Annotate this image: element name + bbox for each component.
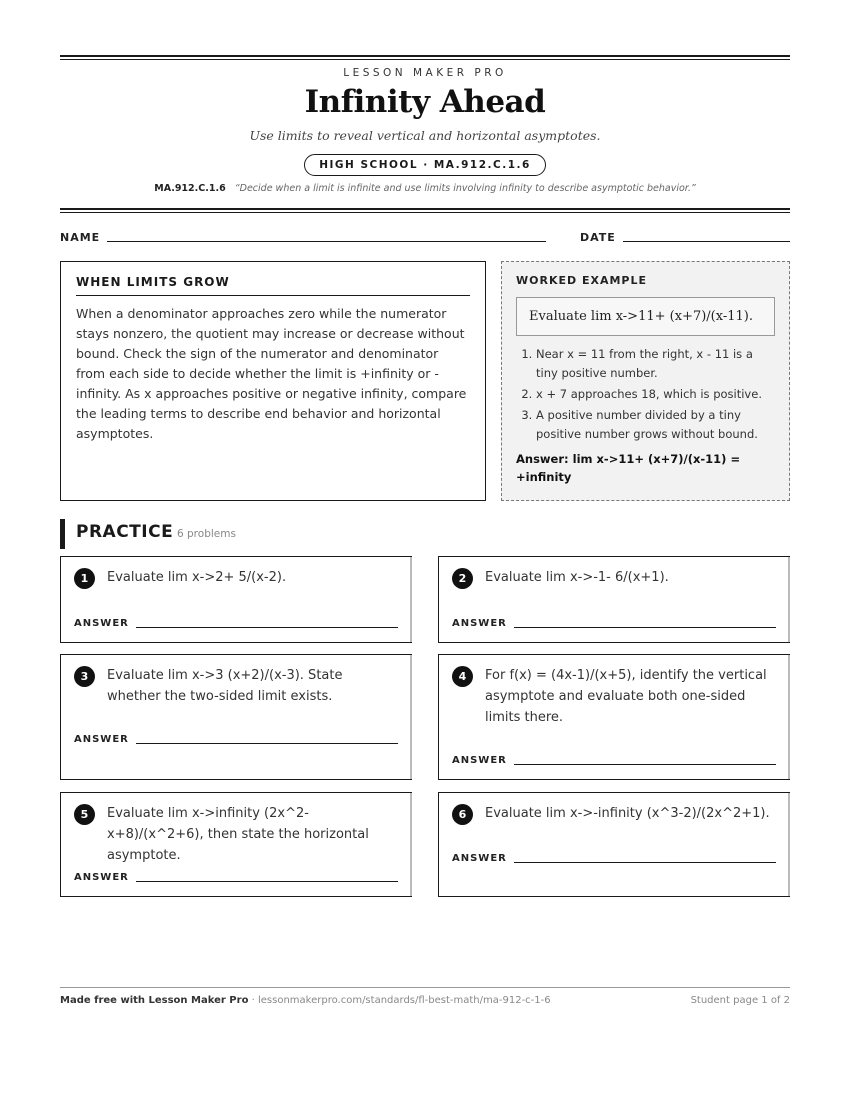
problem-card-4: [438, 654, 790, 780]
practice-accent-bar: [60, 519, 65, 549]
worked-example-heading: WORKED EXAMPLE: [516, 274, 647, 287]
answer-label: ANSWER: [452, 618, 507, 629]
answer-field[interactable]: [136, 627, 398, 628]
problem-text: Evaluate lim x->3 (x+2)/(x-3). State whether the two-sided limit exists.: [107, 668, 343, 704]
answer-field[interactable]: [514, 764, 776, 765]
problem-number-badge: 1: [74, 568, 95, 589]
header-bottom-double-rule: [60, 208, 790, 213]
problem-number-badge: 4: [452, 666, 473, 687]
example-step: 3. A positive number divided by a tiny positive number grows without bound.: [536, 406, 775, 444]
example-step: 2. x + 7 approaches 18, which is positive.: [536, 385, 775, 404]
standard-code: MA.912.C.1.6: [154, 183, 226, 194]
worked-example-answer: Answer: lim x->11+ (x+7)/(x-11) = +infinity: [516, 452, 741, 484]
problem-number-badge: 3: [74, 666, 95, 687]
problem-number-badge: 2: [452, 568, 473, 589]
top-double-rule: [60, 55, 790, 60]
concept-heading: WHEN LIMITS GROW: [76, 275, 470, 296]
answer-field[interactable]: [514, 627, 776, 628]
concept-body: When a denominator approaches zero while the numerator stays nonzero, the quotient may increase or decrease without bound. Check the sign of the numerator and denominator from each side to decide whether the limit is +infinity or -infinity. As x approaches positive or negative infinity, compare the leading terms to describe end behavior and horizontal asymptotes.: [76, 306, 467, 441]
grade-standard-badge: HIGH SCHOOL · MA.912.C.1.6: [304, 154, 546, 176]
worked-example-problem: Evaluate lim x->11+ (x+7)/(x-11).: [516, 297, 775, 336]
answer-label: ANSWER: [452, 755, 507, 766]
answer-label: ANSWER: [74, 734, 129, 745]
footer-credit: [60, 995, 551, 1006]
problem-text: Evaluate lim x->-infinity (x^3-2)/(2x^2+1).: [485, 806, 770, 821]
answer-field[interactable]: [136, 743, 398, 744]
page-title: Infinity Ahead: [304, 84, 546, 120]
practice-heading: PRACTICE: [76, 522, 174, 542]
problem-card-5: [60, 792, 412, 897]
problem-text: Evaluate lim x->infinity (2x^2-x+8)/(x^2+6), then state the horizontal asymptote.: [107, 806, 369, 863]
problem-card-1: [60, 556, 412, 643]
problem-number-badge: 6: [452, 804, 473, 825]
answer-field[interactable]: [514, 862, 776, 863]
name-field[interactable]: [107, 241, 546, 242]
practice-count: 6 problems: [177, 528, 236, 540]
date-field[interactable]: [623, 241, 790, 242]
problem-number-badge: 5: [74, 804, 95, 825]
worksheet-page: [60, 0, 790, 1100]
date-label: DATE: [580, 231, 616, 244]
worked-example-steps: [516, 345, 775, 444]
problem-text: Evaluate lim x->-1- 6/(x+1).: [485, 570, 669, 585]
problem-card-6: [438, 792, 790, 897]
worked-example-box: [501, 261, 790, 501]
standard-text: “Decide when a limit is infinite and use limits involving infinity to describe asymptotic behavior.”: [234, 183, 696, 194]
answer-label: ANSWER: [74, 872, 129, 883]
footer-url[interactable]: · lessonmakerpro.com/standards/fl-best-math/ma-912-c-1-6: [248, 995, 551, 1006]
problem-text: For f(x) = (4x-1)/(x+5), identify the vertical asymptote and evaluate both one-sided limits there.: [485, 668, 767, 725]
problem-text: Evaluate lim x->2+ 5/(x-2).: [107, 570, 287, 585]
answer-field[interactable]: [136, 881, 398, 882]
problem-card-2: [438, 556, 790, 643]
problem-card-3: [60, 654, 412, 780]
name-label: NAME: [60, 231, 101, 244]
footer-rule: [60, 987, 790, 988]
concept-box: [60, 261, 486, 501]
example-step: 1. Near x = 11 from the right, x - 11 is a tiny positive number.: [536, 345, 775, 383]
footer-made-with: Made free with Lesson Maker Pro: [60, 995, 249, 1006]
answer-label: ANSWER: [452, 853, 507, 864]
brand-label: LESSON MAKER PRO: [343, 67, 507, 79]
footer-page-number: Student page 1 of 2: [690, 995, 790, 1006]
answer-label: ANSWER: [74, 618, 129, 629]
page-subtitle: Use limits to reveal vertical and horizontal asymptotes.: [249, 128, 601, 143]
standard-description: [60, 183, 790, 194]
